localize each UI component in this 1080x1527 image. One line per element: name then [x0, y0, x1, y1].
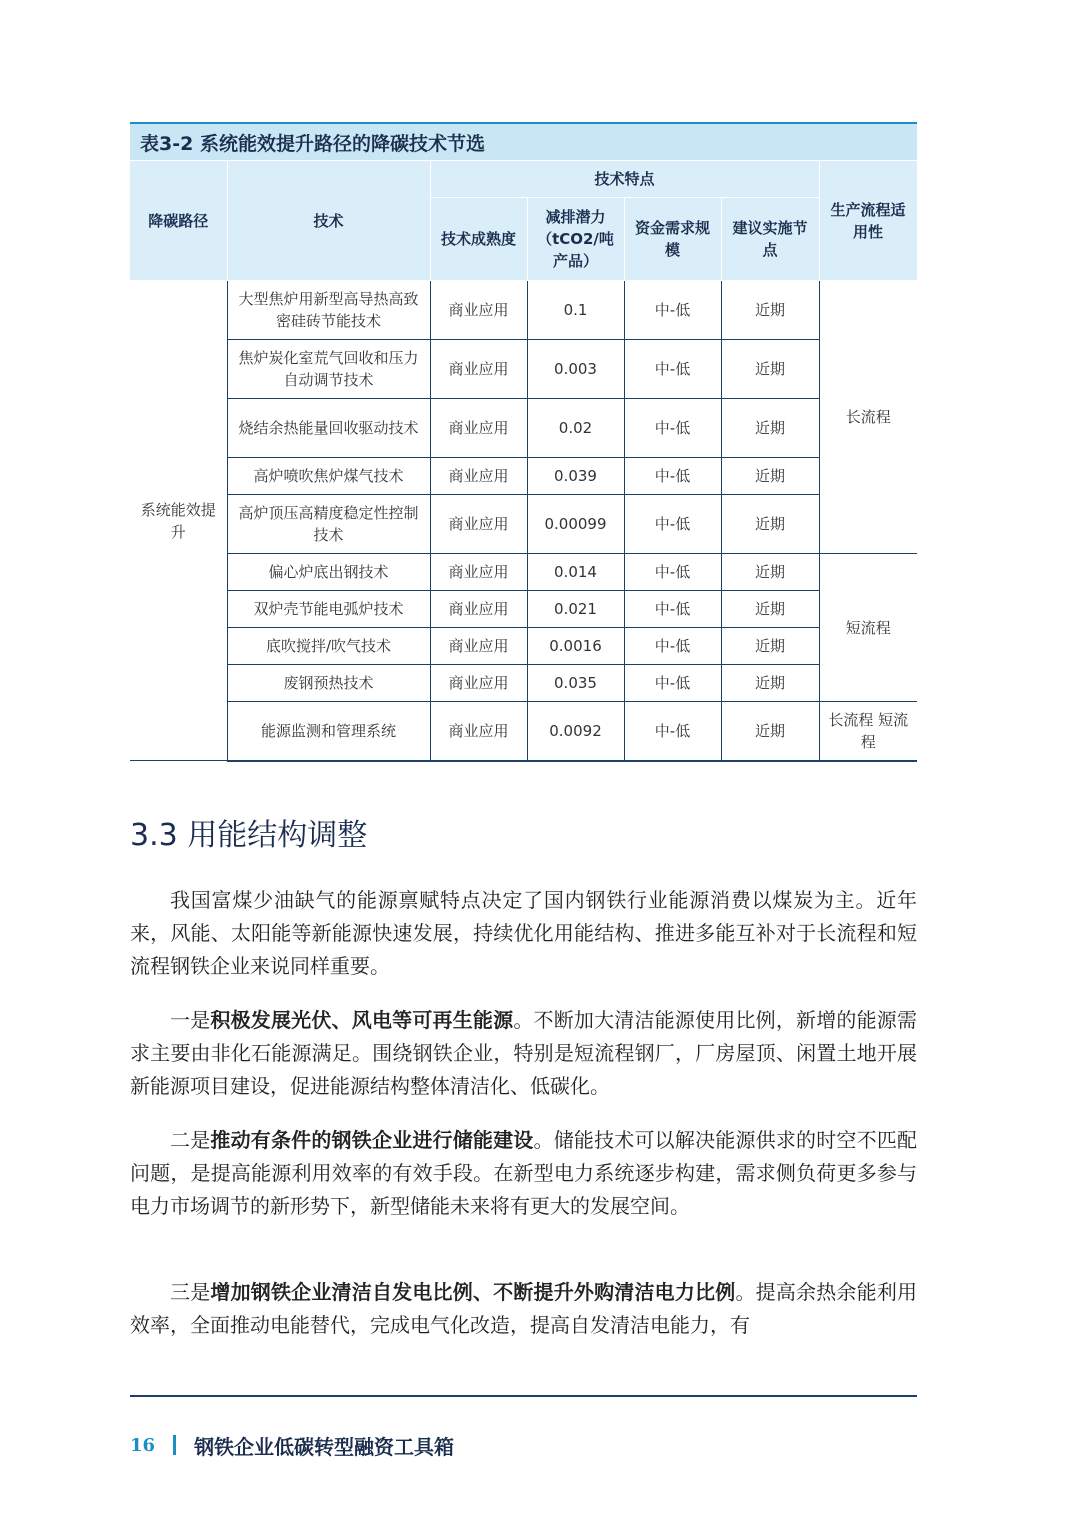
potential-cell: 0.0092 [527, 702, 624, 761]
maturity-cell: 商业应用 [430, 495, 527, 554]
tech-cell: 废钢预热技术 [227, 665, 430, 702]
tech-table-grid [130, 160, 918, 762]
table-row [130, 591, 917, 628]
timing-cell: 近期 [721, 628, 819, 665]
paragraph-renewables [130, 1004, 917, 1103]
potential-cell: 0.02 [527, 399, 624, 458]
capital-cell: 中-低 [624, 495, 721, 554]
page-number: 16 [130, 1434, 156, 1456]
capital-cell: 中-低 [624, 702, 721, 761]
timing-cell: 近期 [721, 458, 819, 495]
tech-table [130, 122, 917, 762]
tech-cell: 偏心炉底出钢技术 [227, 554, 430, 591]
paragraph-lead: 一是 [170, 1008, 211, 1032]
timing-cell: 近期 [721, 495, 819, 554]
maturity-cell: 商业应用 [430, 628, 527, 665]
tech-cell: 焦炉炭化室荒气回收和压力自动调节技术 [227, 340, 430, 399]
paragraph-lead: 二是 [170, 1128, 211, 1152]
potential-cell: 0.035 [527, 665, 624, 702]
capital-cell: 中-低 [624, 628, 721, 665]
footer-divider [130, 1395, 917, 1397]
header-timing: 建议实施节点 [721, 198, 819, 281]
capital-cell: 中-低 [624, 591, 721, 628]
potential-cell: 0.014 [527, 554, 624, 591]
section-heading: 3.3 用能结构调整 [130, 818, 368, 853]
header-maturity: 技术成熟度 [430, 198, 527, 281]
paragraph-emphasis: 积极发展光伏、风电等可再生能源 [210, 1008, 514, 1032]
timing-cell: 近期 [721, 399, 819, 458]
tech-cell: 高炉喷吹焦炉煤气技术 [227, 458, 430, 495]
timing-cell: 近期 [721, 554, 819, 591]
capital-cell: 中-低 [624, 399, 721, 458]
paragraph-body: 。提高余热余能利用效率，全面推动电能替代，完成电气化改造，提高自发清洁电能力，有 [130, 1280, 918, 1337]
tech-cell: 高炉顶压高精度稳定性控制技术 [227, 495, 430, 554]
timing-cell: 近期 [721, 340, 819, 399]
capital-cell: 中-低 [624, 665, 721, 702]
maturity-cell: 商业应用 [430, 458, 527, 495]
maturity-cell: 商业应用 [430, 702, 527, 761]
table-row [130, 665, 917, 702]
paragraph-lead: 三是 [170, 1280, 211, 1304]
table-row [130, 628, 917, 665]
maturity-cell: 商业应用 [430, 340, 527, 399]
header-path: 降碳路径 [130, 161, 227, 281]
paragraph-emphasis: 增加钢铁企业清洁自发电比例、不断提升外购清洁电力比例 [210, 1280, 736, 1304]
tech-cell: 能源监测和管理系统 [227, 702, 430, 761]
applicability-cell: 短流程 [819, 554, 917, 702]
header-features: 技术特点 [430, 161, 819, 198]
publication-title: 钢铁企业低碳转型融资工具箱 [194, 1434, 455, 1459]
potential-cell: 0.1 [527, 281, 624, 340]
table-title: 表3-2 系统能效提升路径的降碳技术节选 [130, 122, 917, 160]
maturity-cell: 商业应用 [430, 554, 527, 591]
paragraph-storage [130, 1124, 917, 1223]
timing-cell: 近期 [721, 281, 819, 340]
timing-cell: 近期 [721, 591, 819, 628]
header-applicability: 生产流程适用性 [819, 161, 917, 281]
timing-cell: 近期 [721, 702, 819, 761]
timing-cell: 近期 [721, 665, 819, 702]
applicability-cell: 长流程 短流程 [819, 702, 917, 761]
potential-cell: 0.039 [527, 458, 624, 495]
capital-cell: 中-低 [624, 340, 721, 399]
potential-cell: 0.021 [527, 591, 624, 628]
tech-cell: 底吹搅拌/吹气技术 [227, 628, 430, 665]
table-row [130, 399, 917, 458]
table-row [130, 281, 917, 340]
capital-cell: 中-低 [624, 554, 721, 591]
table-row [130, 340, 917, 399]
maturity-cell: 商业应用 [430, 399, 527, 458]
page-footer [130, 1430, 454, 1460]
potential-cell: 0.0016 [527, 628, 624, 665]
paragraph-body: 。不断加大清洁能源使用比例，新增的能源需求主要由非化石能源满足。围绕钢铁企业，特别是短流程钢厂，厂房屋顶、闲置土地开展新能源项目建设，促进能源结构整体清洁化、低碳化。 [130, 1008, 918, 1098]
path-cell: 系统能效提升 [130, 281, 227, 761]
tech-cell: 双炉壳节能电弧炉技术 [227, 591, 430, 628]
potential-cell: 0.00099 [527, 495, 624, 554]
applicability-cell: 长流程 [819, 281, 917, 554]
footer-separator [173, 1435, 176, 1455]
paragraph-body: 。储能技术可以解决能源供求的时空不匹配问题，是提高能源利用效率的有效手段。在新型电力系统逐步构建，需求侧负荷更多参与电力市场调节的新形势下，新型储能未来将有更大的发展空间。 [130, 1128, 918, 1218]
header-potential: 减排潜力（tCO2/吨产品） [527, 198, 624, 281]
maturity-cell: 商业应用 [430, 665, 527, 702]
header-capital: 资金需求规模 [624, 198, 721, 281]
paragraph-emphasis: 推动有条件的钢铁企业进行储能建设 [210, 1128, 534, 1152]
header-tech: 技术 [227, 161, 430, 281]
maturity-cell: 商业应用 [430, 281, 527, 340]
table-row [130, 495, 917, 554]
paragraph-clean-power [130, 1276, 917, 1342]
potential-cell: 0.003 [527, 340, 624, 399]
maturity-cell: 商业应用 [430, 591, 527, 628]
table-row [130, 458, 917, 495]
table-row [130, 554, 917, 591]
paragraph-intro: 我国富煤少油缺气的能源禀赋特点决定了国内钢铁行业能源消费以煤炭为主。近年来，风能、太阳能等新能源快速发展，持续优化用能结构、推进多能互补对于长流程和短流程钢铁企业来说同样重要。 [130, 888, 917, 978]
capital-cell: 中-低 [624, 281, 721, 340]
table-row [130, 702, 917, 761]
capital-cell: 中-低 [624, 458, 721, 495]
tech-cell: 大型焦炉用新型高导热高致密硅砖节能技术 [227, 281, 430, 340]
tech-cell: 烧结余热能量回收驱动技术 [227, 399, 430, 458]
